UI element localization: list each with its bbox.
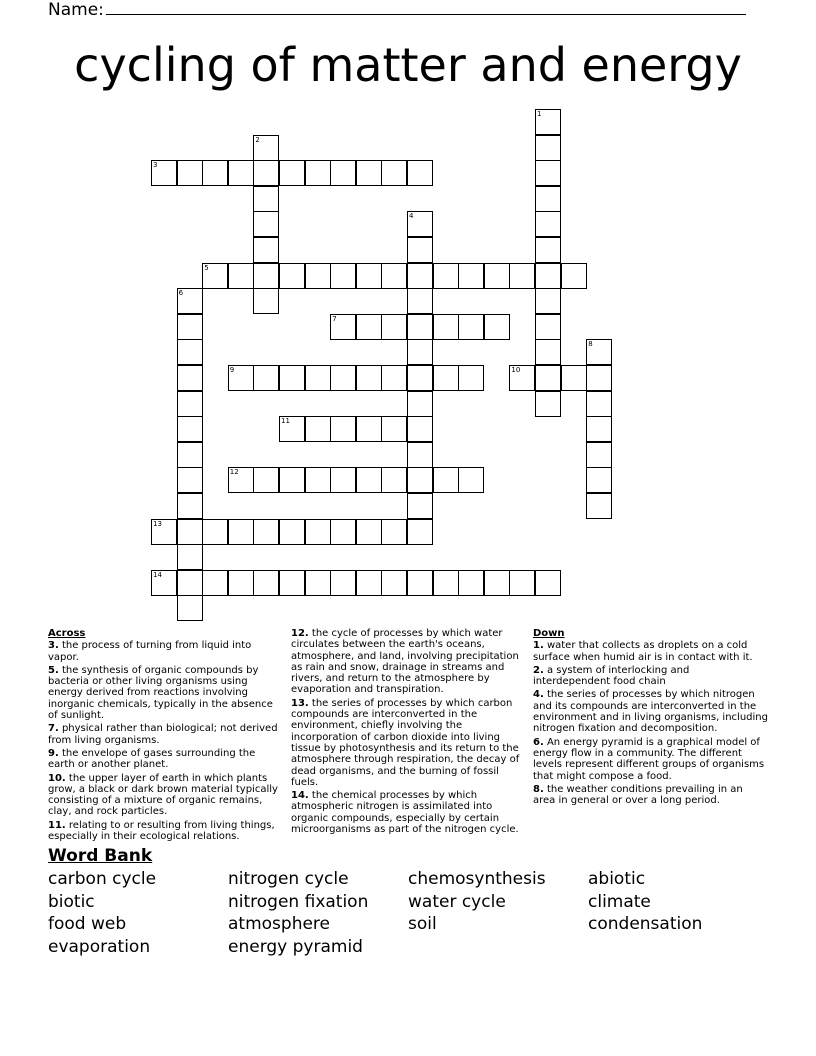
- grid-cell[interactable]: [253, 160, 279, 186]
- word-bank-item: soil: [408, 914, 437, 934]
- grid-cell[interactable]: [458, 365, 484, 391]
- grid-cell[interactable]: [484, 263, 510, 289]
- clue-number: 2: [255, 135, 260, 144]
- grid-cell[interactable]: [330, 160, 356, 186]
- grid-cell[interactable]: [381, 519, 407, 545]
- grid-cell[interactable]: [356, 314, 382, 340]
- clue-across-13: 13. the series of processes by which carbon compounds are interconverted in the environment, chiefly involving the incorporation of carbon dioxide into living tissue by photosynthesis and its return to the atmosphere through respiration, the decay of dead organisms, and the burning of fossil fuels.: [291, 697, 520, 788]
- grid-cell[interactable]: [330, 263, 356, 289]
- clue-number: 7: [332, 314, 337, 323]
- clue-across-12: 12. the cycle of processes by which water circulates between the earth's oceans, atmosphere, and land, involving precipitation as rain and snow, drainage in streams and rivers, and return to the atmosphere by evaporation and transpiration.: [291, 628, 519, 696]
- grid-cell[interactable]: [535, 211, 561, 237]
- clue-number: 11: [281, 417, 290, 426]
- grid-cell[interactable]: [535, 263, 561, 289]
- grid-cell[interactable]: [356, 365, 382, 391]
- grid-cell[interactable]: [279, 160, 305, 186]
- grid-cell[interactable]: [381, 416, 407, 442]
- grid-cell[interactable]: [253, 288, 279, 314]
- clue-number: 14: [153, 570, 162, 579]
- grid-cell[interactable]: [177, 544, 203, 570]
- word-bank-item: carbon cycle: [48, 869, 157, 889]
- grid-cell[interactable]: [381, 570, 407, 596]
- grid-cell[interactable]: [407, 288, 433, 314]
- grid-cell[interactable]: [433, 467, 459, 493]
- grid-cell[interactable]: [535, 339, 561, 365]
- grid-cell[interactable]: [484, 570, 510, 596]
- grid-cell[interactable]: [177, 442, 203, 468]
- grid-cell[interactable]: [407, 211, 433, 237]
- grid-cell[interactable]: [330, 519, 356, 545]
- grid-cell[interactable]: [279, 519, 305, 545]
- grid-cell[interactable]: [356, 160, 382, 186]
- grid-cell[interactable]: [177, 493, 203, 519]
- grid-cell[interactable]: [253, 365, 279, 391]
- word-bank-item: condensation: [588, 914, 703, 934]
- word-bank: [48, 846, 788, 958]
- clue-number: 6: [178, 289, 184, 298]
- grid-cell[interactable]: [356, 570, 382, 596]
- grid-cell[interactable]: [177, 519, 203, 545]
- grid-cell[interactable]: [484, 314, 510, 340]
- grid-cell[interactable]: [586, 493, 612, 519]
- clue-down-2: 2. a system of interlocking and interdependent food chain: [533, 664, 690, 688]
- clue-number: 10: [511, 366, 521, 374]
- grid-cell[interactable]: [305, 365, 331, 391]
- down-clues: [533, 628, 768, 808]
- grid-cell[interactable]: [253, 186, 279, 212]
- clue-across-9: 9. the envelope of gases surrounding the earth or another planet.: [48, 747, 256, 771]
- word-bank-list: [48, 868, 788, 958]
- grid-cell[interactable]: [228, 160, 254, 186]
- grid-cell[interactable]: [228, 365, 254, 391]
- grid-cell[interactable]: [458, 314, 484, 340]
- grid-cell[interactable]: [535, 186, 561, 212]
- grid-cell[interactable]: [381, 365, 407, 391]
- grid-cell[interactable]: [330, 570, 356, 596]
- grid-cell[interactable]: [202, 570, 228, 596]
- grid-cell[interactable]: [228, 519, 254, 545]
- grid-cell[interactable]: [356, 519, 382, 545]
- grid-cell[interactable]: [305, 263, 331, 289]
- grid-cell[interactable]: [330, 416, 356, 442]
- grid-cell[interactable]: [253, 237, 279, 263]
- grid-cell[interactable]: [330, 314, 356, 340]
- clue-across-5: 5. the synthesis of organic compounds by bacteria or other living organisms using energy derived from reactions involving inorganic chemicals, typically in the absence of sunlight.: [48, 664, 273, 722]
- grid-cell[interactable]: [535, 160, 561, 186]
- grid-cell[interactable]: [305, 570, 331, 596]
- grid-cell[interactable]: [586, 339, 612, 365]
- grid-cell[interactable]: [151, 160, 177, 186]
- word-bank-title: Word Bank: [48, 846, 153, 866]
- clue-number: 9: [229, 366, 235, 374]
- grid-cell[interactable]: [305, 160, 331, 186]
- across-header: Across: [48, 628, 86, 639]
- grid-cell[interactable]: [535, 570, 561, 596]
- word-bank-item: food web: [48, 914, 127, 934]
- grid-cell[interactable]: [330, 467, 356, 493]
- name-label: Name:: [48, 0, 104, 20]
- grid-cell[interactable]: [151, 570, 177, 596]
- grid-cell[interactable]: [177, 288, 203, 314]
- grid-cell[interactable]: [356, 467, 382, 493]
- grid-cell[interactable]: [458, 263, 484, 289]
- grid-cell[interactable]: [177, 595, 203, 621]
- grid-cell[interactable]: [509, 365, 535, 391]
- grid-cell[interactable]: [407, 416, 433, 442]
- clue-down-4: 4. the series of processes by which nitrogen and its compounds are interconverted in the environment and in living organisms, including nitrogen fixation and decomposition.: [533, 689, 768, 735]
- across-clues-continued: [291, 628, 523, 837]
- grid-cell[interactable]: [433, 314, 459, 340]
- grid-cell[interactable]: [305, 519, 331, 545]
- grid-cell[interactable]: [407, 339, 433, 365]
- grid-cell[interactable]: [356, 416, 382, 442]
- grid-cell[interactable]: [202, 263, 228, 289]
- grid-cell[interactable]: [253, 135, 279, 161]
- grid-cell[interactable]: [586, 442, 612, 468]
- clue-down-1: 1. water that collects as droplets on a cold surface when humid air is in contact with it.: [533, 640, 753, 663]
- word-bank-item: water cycle: [408, 891, 506, 912]
- grid-cell[interactable]: [407, 570, 433, 596]
- clue-number: 8: [588, 340, 593, 349]
- clue-down-6: 6. An energy pyramid is a graphical model of energy flow in a community. The different levels represent different groups of organisms that might compose a food.: [533, 736, 765, 782]
- clue-across-11: 11. relating to or resulting from living things, especially in their ecological relations.: [48, 819, 275, 843]
- grid-cell[interactable]: [535, 109, 561, 135]
- clue-number: 4: [409, 212, 414, 221]
- grid-cell[interactable]: [228, 467, 254, 493]
- grid-cell[interactable]: [279, 263, 305, 289]
- grid-cell[interactable]: [151, 519, 177, 545]
- across-clues: [48, 628, 284, 844]
- clue-across-3: 3. the process of turning from liquid into vapor.: [48, 640, 252, 663]
- word-bank-item: nitrogen fixation: [228, 891, 369, 912]
- grid-cell[interactable]: [253, 467, 279, 493]
- grid-cell[interactable]: [407, 391, 433, 417]
- word-bank-item: energy pyramid: [228, 936, 363, 957]
- clue-number: 1: [537, 110, 542, 118]
- grid-cell[interactable]: [381, 263, 407, 289]
- grid-cell[interactable]: [177, 339, 203, 365]
- grid-cell[interactable]: [330, 365, 356, 391]
- grid-cell[interactable]: [561, 365, 587, 391]
- grid-cell[interactable]: [407, 263, 433, 289]
- grid-cell[interactable]: [253, 263, 279, 289]
- grid-cell[interactable]: [407, 365, 433, 391]
- grid-cell[interactable]: [177, 391, 203, 417]
- grid-cell[interactable]: [202, 519, 228, 545]
- grid-cell[interactable]: [407, 314, 433, 340]
- grid-cell[interactable]: [305, 416, 331, 442]
- grid-cell[interactable]: [177, 365, 203, 391]
- clue-number: 13: [153, 519, 162, 528]
- grid-cell[interactable]: [535, 237, 561, 263]
- grid-cell[interactable]: [279, 570, 305, 596]
- grid-cell[interactable]: [433, 570, 459, 596]
- grid-cell[interactable]: [586, 467, 612, 493]
- grid-cell[interactable]: [177, 160, 203, 186]
- grid-cell[interactable]: [535, 365, 561, 391]
- word-bank-item: evaporation: [48, 936, 151, 957]
- grid-cell[interactable]: [279, 365, 305, 391]
- grid-cell[interactable]: [279, 416, 305, 442]
- grid-cell[interactable]: [305, 467, 331, 493]
- word-bank-item: atmosphere: [228, 914, 330, 934]
- grid-cell[interactable]: [458, 467, 484, 493]
- page-title: cycling of matter and energy: [74, 38, 742, 92]
- grid-cell[interactable]: [381, 160, 407, 186]
- grid-cell[interactable]: [407, 467, 433, 493]
- grid-cell[interactable]: [586, 365, 612, 391]
- grid-cell[interactable]: [177, 570, 203, 596]
- grid-cell[interactable]: [586, 391, 612, 417]
- grid-cell[interactable]: [407, 519, 433, 545]
- grid-cell[interactable]: [586, 416, 612, 442]
- word-bank-item: climate: [588, 891, 651, 912]
- grid-cell[interactable]: [407, 442, 433, 468]
- grid-cell[interactable]: [535, 288, 561, 314]
- grid-cell[interactable]: [177, 467, 203, 493]
- word-bank-item: abiotic: [588, 869, 646, 889]
- clue-number: 5: [204, 263, 209, 272]
- word-bank-item: biotic: [48, 891, 95, 912]
- grid-cell[interactable]: [279, 467, 305, 493]
- grid-cell[interactable]: [535, 391, 561, 417]
- grid-cell[interactable]: [356, 263, 382, 289]
- grid-cell[interactable]: [228, 570, 254, 596]
- grid-cell[interactable]: [253, 519, 279, 545]
- grid-cell[interactable]: [535, 135, 561, 161]
- grid-cell[interactable]: [535, 314, 561, 340]
- grid-cell[interactable]: [561, 263, 587, 289]
- grid-cell[interactable]: [509, 263, 535, 289]
- clue-across-10: 10. the upper layer of earth in which plants grow, a black or dark brown material typically consisting of a mixture of organic remains, clay, and rock particles.: [48, 772, 278, 818]
- grid-cell[interactable]: [202, 160, 228, 186]
- down-header: Down: [533, 628, 565, 639]
- grid-cell[interactable]: [458, 570, 484, 596]
- grid-cell[interactable]: [253, 211, 279, 237]
- clue-down-8: 8. the weather conditions prevailing in an area in general or over a long period.: [533, 783, 743, 807]
- grid-cell[interactable]: [228, 263, 254, 289]
- clue-number: 3: [153, 161, 158, 170]
- word-bank-item: nitrogen cycle: [228, 869, 349, 889]
- clue-across-7: 7. physical rather than biological; not derived from living organisms.: [48, 723, 278, 746]
- grid-cell[interactable]: [407, 493, 433, 519]
- grid-cell[interactable]: [381, 314, 407, 340]
- grid-cell[interactable]: [509, 570, 535, 596]
- clue-across-14: 14. the chemical processes by which atmospheric nitrogen is assimilated into organic compounds, especially by certain microorganisms as part of the nitrogen cycle.: [291, 790, 519, 836]
- grid-cell[interactable]: [433, 365, 459, 391]
- grid-cell[interactable]: [407, 237, 433, 263]
- grid-cell[interactable]: [407, 160, 433, 186]
- grid-cell[interactable]: [177, 416, 203, 442]
- clue-number: 12: [229, 468, 239, 477]
- grid-cell[interactable]: [381, 467, 407, 493]
- grid-cell[interactable]: [177, 314, 203, 340]
- grid-cell[interactable]: [253, 570, 279, 596]
- word-bank-item: chemosynthesis: [408, 869, 546, 889]
- grid-cell[interactable]: [433, 263, 459, 289]
